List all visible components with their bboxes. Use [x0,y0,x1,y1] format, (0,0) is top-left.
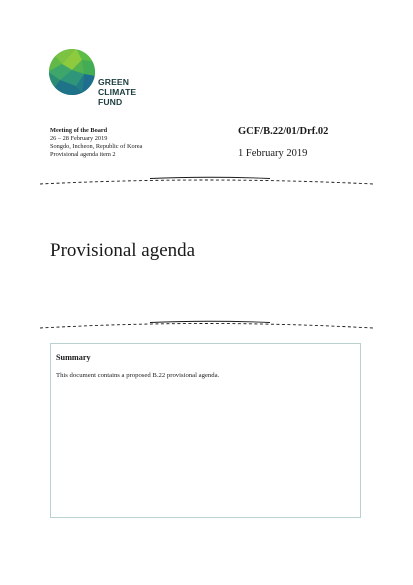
logo-line-1: GREEN [98,77,130,87]
summary-heading: Summary [56,353,91,362]
logo-wordmark [98,77,136,107]
summary-box [50,343,361,518]
top-divider [40,176,373,188]
meeting-dates: 26 – 28 February 2019 [50,134,108,142]
logo-line-2: CLIMATE [98,87,137,97]
summary-text: This document contains a proposed B.22 provisional agenda. [56,372,220,379]
meeting-title: Meeting of the Board [50,127,108,134]
logo-line-3: FUND [98,97,123,107]
meeting-location: Songdo, Incheon, Republic of Korea [50,142,143,150]
bottom-divider [40,319,373,331]
gcf-logo [48,48,148,110]
document-reference: GCF/B.22/01/Drf.02 [238,126,329,137]
meeting-agenda-item: Provisional agenda item 2 [50,150,116,158]
document-date: 1 February 2019 [238,148,308,159]
meeting-info [50,127,142,159]
globe-logo-icon [48,48,96,96]
page-title: Provisional agenda [50,240,196,261]
